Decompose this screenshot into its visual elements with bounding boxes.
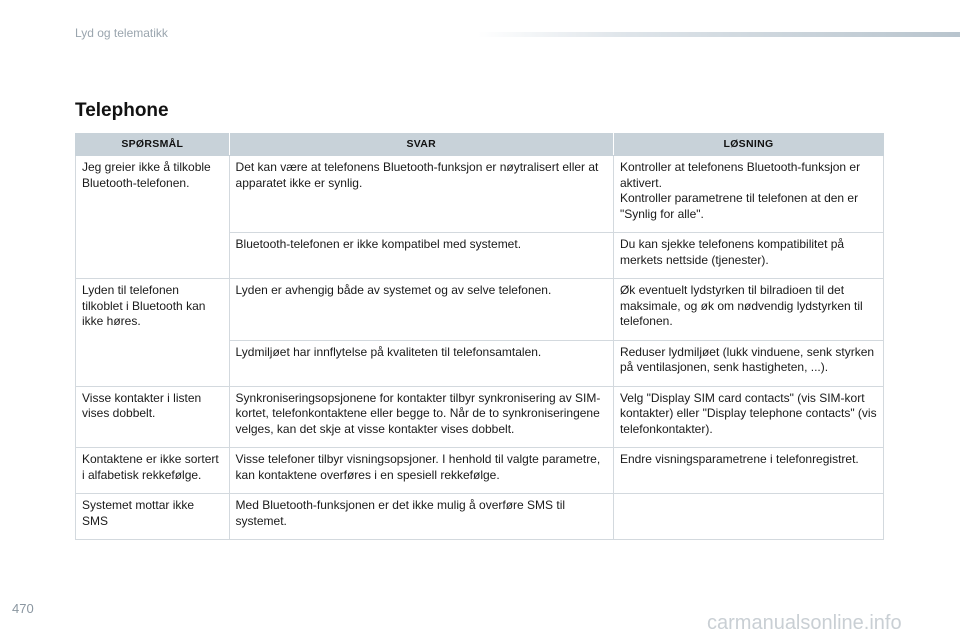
column-header-answer: SVAR bbox=[229, 134, 613, 156]
solution-cell: Kontroller at telefonens Bluetooth-funksjon er aktivert. Kontroller parametrene til telefonen at den er "Synlig for alle". bbox=[613, 156, 883, 233]
answer-cell: Synkroniseringsopsjonene for kontakter tilbyr synkronisering av SIM-kortet, telefonkontaktene eller begge to. Når de to synkroniseringene velges, kan det skje at visse kontakter vises dobbelt. bbox=[229, 386, 613, 448]
page-title: Telephone bbox=[75, 100, 169, 121]
column-header-question: SPØRSMÅL bbox=[76, 134, 230, 156]
column-header-solution: LØSNING bbox=[613, 134, 883, 156]
table-body bbox=[76, 156, 884, 540]
solution-cell: Endre visningsparametrene i telefonregistret. bbox=[613, 448, 883, 494]
solution-cell bbox=[613, 494, 883, 540]
question-cell: Kontaktene er ikke sortert i alfabetisk rekkefølge. bbox=[76, 448, 230, 494]
question-cell: Jeg greier ikke å tilkoble Bluetooth-telefonen. bbox=[76, 156, 230, 279]
answer-cell: Visse telefoner tilbyr visningsopsjoner. I henhold til valgte parametre, kan kontaktene overføres i en spesiell rekkefølge. bbox=[229, 448, 613, 494]
table-row bbox=[76, 156, 884, 233]
page-number: 470 bbox=[12, 601, 34, 616]
header-divider-bar bbox=[478, 32, 960, 37]
table-row bbox=[76, 494, 884, 540]
solution-cell: Velg "Display SIM card contacts" (vis SIM-kort kontakter) eller "Display telephone contacts" (vis telefonkontakter). bbox=[613, 386, 883, 448]
question-cell: Systemet mottar ikke SMS bbox=[76, 494, 230, 540]
table-row bbox=[76, 386, 884, 448]
answer-cell: Lyden er avhengig både av systemet og av selve telefonen. bbox=[229, 279, 613, 341]
table-row bbox=[76, 279, 884, 341]
faq-table bbox=[75, 133, 884, 540]
watermark: carmanualsonline.info bbox=[707, 612, 902, 634]
question-cell: Lyden til telefonen tilkoblet i Bluetooth kan ikke høres. bbox=[76, 279, 230, 387]
solution-cell: Øk eventuelt lydstyrken til bilradioen til det maksimale, og øk om nødvendig lydstyrken til telefonen. bbox=[613, 279, 883, 341]
solution-cell: Du kan sjekke telefonens kompatibilitet på merkets nettside (tjenester). bbox=[613, 233, 883, 279]
solution-cell: Reduser lydmiljøet (lukk vinduene, senk styrken på ventilasjonen, senk hastigheten, ...). bbox=[613, 340, 883, 386]
answer-cell: Lydmiljøet har innflytelse på kvaliteten til telefonsamtalen. bbox=[229, 340, 613, 386]
answer-cell: Bluetooth-telefonen er ikke kompatibel med systemet. bbox=[229, 233, 613, 279]
table-header-row bbox=[76, 134, 884, 156]
answer-cell: Med Bluetooth-funksjonen er det ikke mulig å overføre SMS til systemet. bbox=[229, 494, 613, 540]
table-row bbox=[76, 448, 884, 494]
section-header: Lyd og telematikk bbox=[75, 26, 168, 40]
answer-cell: Det kan være at telefonens Bluetooth-funksjon er nøytralisert eller at apparatet ikke er synlig. bbox=[229, 156, 613, 233]
question-cell: Visse kontakter i listen vises dobbelt. bbox=[76, 386, 230, 448]
